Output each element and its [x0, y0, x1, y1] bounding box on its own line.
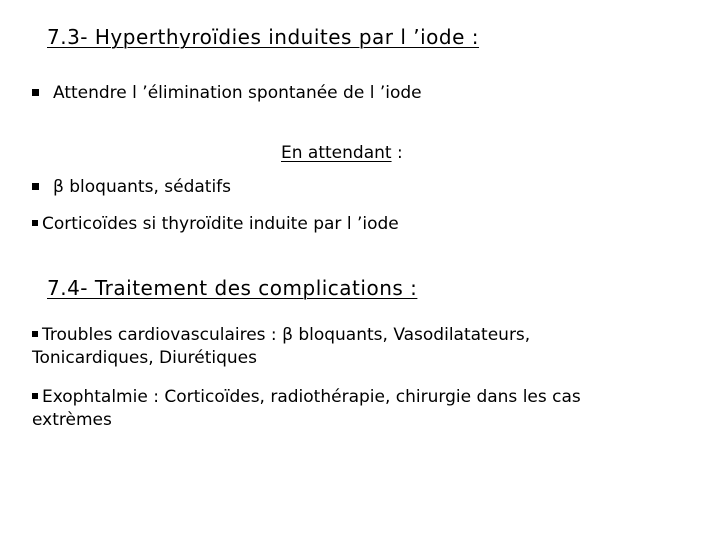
square-bullet-icon [32, 331, 38, 337]
list-item-attendre [32, 82, 422, 104]
list-item-exophtalmie [32, 386, 581, 408]
list-item-corticoides [32, 213, 399, 235]
subheading-colon: : [391, 143, 403, 163]
list-item-beta-bloquants [32, 176, 231, 198]
square-bullet-icon [32, 183, 39, 190]
list-item-troubles-cardiovasculaires-continued: Tonicardiques, Diurétiques [32, 348, 257, 368]
section-title-traitement-complications: 7.4- Traitement des complications : [47, 276, 418, 300]
list-item-text: β bloquants, sédatifs [53, 177, 232, 197]
list-item-text: Exophtalmie : Corticoïdes, radiothérapie, chirurgie dans les cas [42, 387, 581, 407]
square-bullet-icon [32, 393, 38, 399]
subheading-text: En attendant [281, 143, 392, 163]
list-item-text: Corticoïdes si thyroïdite induite par l ’iode [42, 214, 399, 234]
list-item-exophtalmie-continued: extrèmes [32, 410, 112, 430]
square-bullet-icon [32, 89, 39, 96]
subheading-en-attendant [281, 142, 403, 164]
list-item-text: Troubles cardiovasculaires : β bloquants, Vasodilatateurs, [42, 325, 531, 345]
list-item-text: Attendre l ’élimination spontanée de l ’iode [53, 83, 422, 103]
list-item-troubles-cardiovasculaires [32, 324, 530, 346]
square-bullet-icon [32, 220, 38, 226]
section-title-hyperthyroidies: 7.3- Hyperthyroïdies induites par l ’iode : [47, 25, 480, 49]
